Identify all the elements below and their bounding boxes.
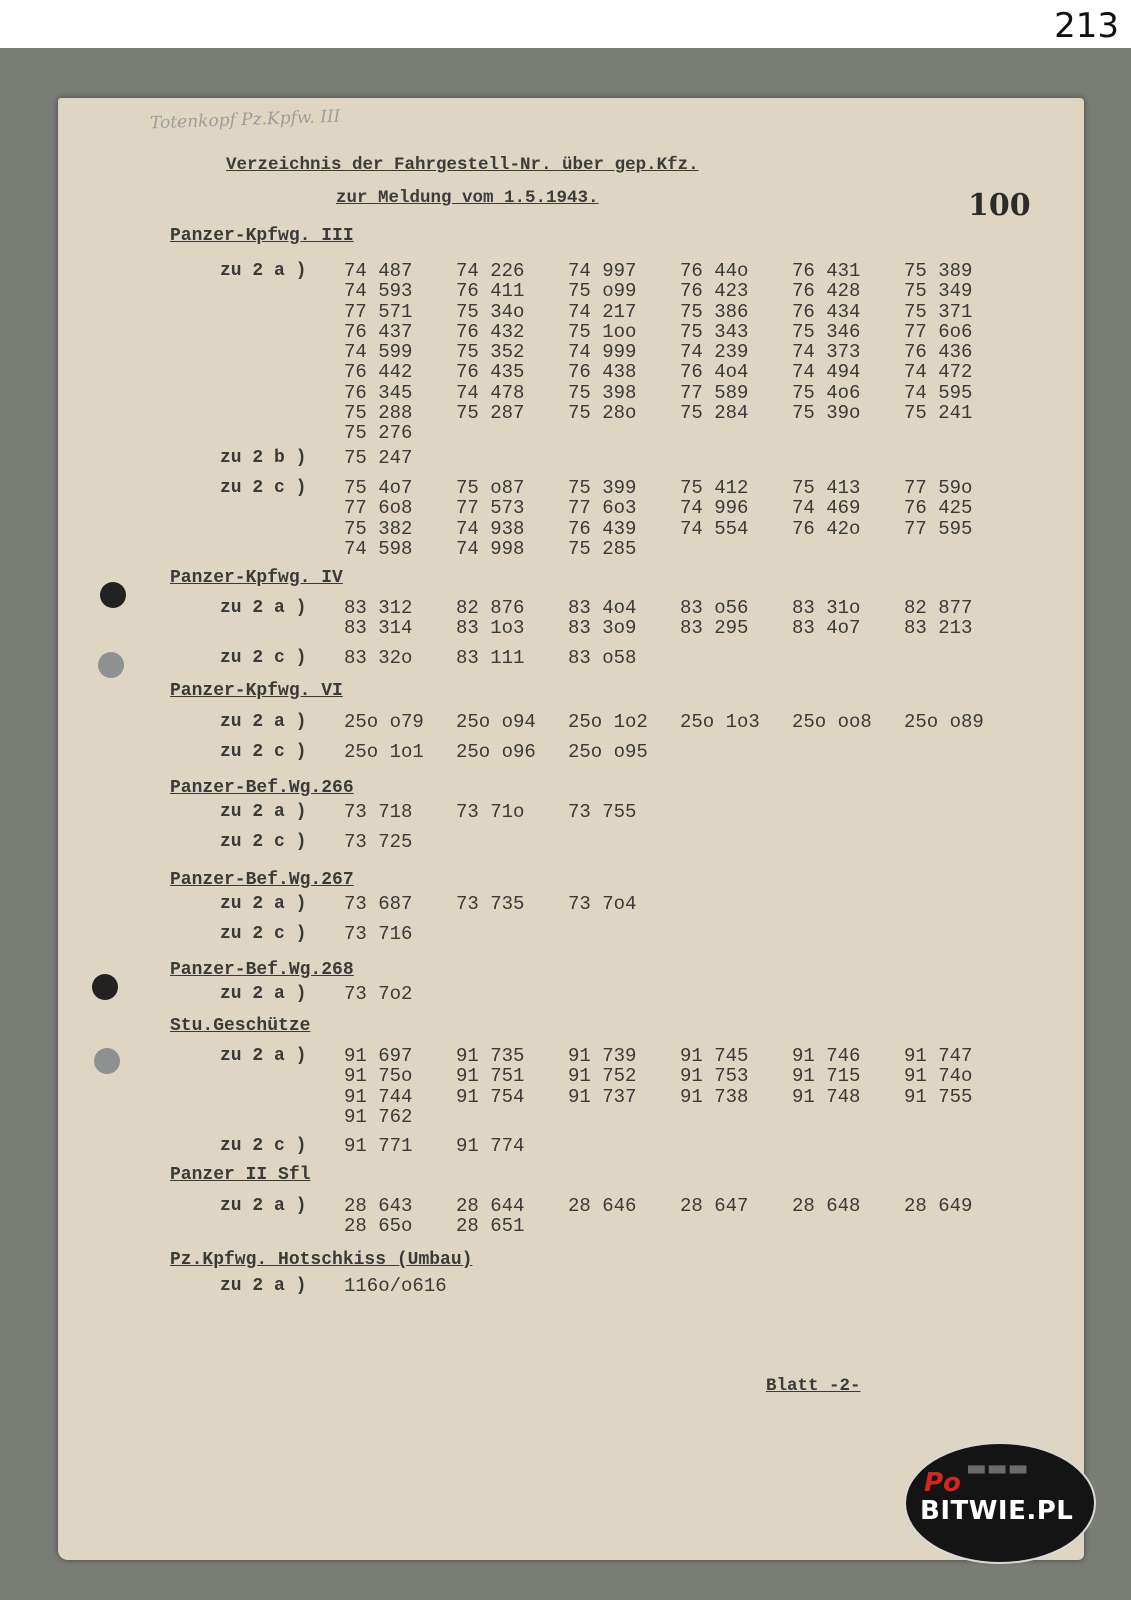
chassis-number: 77 573 [456, 497, 525, 520]
chassis-number: 76 434 [792, 300, 861, 323]
chassis-number: 77 6o8 [344, 497, 413, 520]
chassis-number: 82 877 [904, 597, 973, 619]
chassis-number: 73 725 [344, 831, 413, 853]
chassis-number: 74 494 [792, 361, 861, 384]
chassis-number: 76 411 [456, 280, 525, 303]
entry-label: zu 2 c ) [220, 924, 307, 944]
document-title: Verzeichnis der Fahrgestell-Nr. über gep.Kfz. [226, 155, 699, 175]
chassis-number: 25o o89 [904, 711, 984, 733]
chassis-number: 76 442 [344, 361, 413, 384]
chassis-number: 73 71o [456, 801, 525, 823]
chassis-number: 91 747 [904, 1045, 973, 1067]
chassis-number: 74 593 [344, 280, 413, 303]
folio-number: 100 [968, 188, 1031, 223]
chassis-number: 77 589 [680, 381, 749, 404]
chassis-number: 75 285 [568, 537, 637, 560]
sheet-footer: Blatt -2- [766, 1376, 861, 1396]
chassis-number: 75 247 [344, 447, 413, 469]
chassis-number: 91 762 [344, 1105, 413, 1128]
chassis-number: 25o o96 [456, 741, 536, 763]
entry-label: zu 2 b ) [220, 448, 307, 468]
entry-label: zu 2 c ) [220, 1136, 307, 1156]
section-heading: Panzer-Kpfwg. III [170, 226, 354, 246]
chassis-number: 74 997 [568, 260, 637, 282]
chassis-number: 28 65o [344, 1215, 413, 1238]
chassis-number: 83 o58 [568, 647, 637, 669]
chassis-number: 77 595 [904, 517, 973, 540]
chassis-number: 74 239 [680, 341, 749, 364]
chassis-number: 76 423 [680, 280, 749, 303]
chassis-number: 74 487 [344, 260, 413, 282]
chassis-number: 91 739 [568, 1045, 637, 1067]
chassis-number: 91 745 [680, 1045, 749, 1067]
chassis-number: 83 4o4 [568, 597, 637, 619]
chassis-number: 74 595 [904, 381, 973, 404]
number-grid [344, 832, 1016, 852]
chassis-number: 75 413 [792, 477, 861, 499]
chassis-number: 75 346 [792, 320, 861, 343]
section-heading: Panzer-Bef.Wg.268 [170, 960, 354, 980]
number-grid [344, 1136, 1016, 1156]
chassis-number: 77 571 [344, 300, 413, 323]
section-heading: Panzer-Kpfwg. IV [170, 568, 343, 588]
entry-label: zu 2 a ) [220, 261, 307, 281]
chassis-number: 74 598 [344, 537, 413, 560]
chassis-number: 76 438 [568, 361, 637, 384]
number-grid [344, 1046, 1016, 1127]
section-heading: Panzer-Bef.Wg.266 [170, 778, 354, 798]
chassis-number: 91 748 [792, 1085, 861, 1108]
chassis-number: 83 1o3 [456, 617, 525, 640]
chassis-number: 28 648 [792, 1195, 861, 1217]
chassis-number: 76 4o4 [680, 361, 749, 384]
chassis-number: 76 439 [568, 517, 637, 540]
chassis-number: 75 352 [456, 341, 525, 364]
document-subtitle: zur Meldung vom 1.5.1943. [336, 188, 599, 208]
chassis-number: 75 287 [456, 402, 525, 425]
entry-label: zu 2 a ) [220, 598, 307, 618]
entry-label: zu 2 c ) [220, 478, 307, 498]
punch-hole [100, 582, 126, 608]
chassis-number: 74 226 [456, 260, 525, 282]
number-grid [344, 1276, 1016, 1296]
chassis-number: 83 314 [344, 617, 413, 640]
chassis-number: 25o o94 [456, 711, 536, 733]
chassis-number: 75 382 [344, 517, 413, 540]
chassis-number: 74 554 [680, 517, 749, 540]
chassis-number: 91 75o [344, 1065, 413, 1088]
chassis-number: 75 389 [904, 260, 973, 282]
logo-text-po: Po [924, 1468, 961, 1498]
chassis-number: 91 735 [456, 1045, 525, 1067]
chassis-number: 74 472 [904, 361, 973, 384]
section-heading: Panzer-Bef.Wg.267 [170, 870, 354, 890]
chassis-number: 75 386 [680, 300, 749, 323]
chassis-number: 91 738 [680, 1085, 749, 1108]
chassis-number: 76 432 [456, 320, 525, 343]
number-grid [344, 648, 1016, 668]
chassis-number: 83 32o [344, 647, 413, 669]
number-grid [344, 448, 1016, 468]
top-bar [0, 0, 1131, 48]
chassis-number: 77 6o6 [904, 320, 973, 343]
chassis-number: 91 755 [904, 1085, 973, 1108]
entry-label: zu 2 a ) [220, 1196, 307, 1216]
chassis-number: 74 599 [344, 341, 413, 364]
chassis-number: 91 752 [568, 1065, 637, 1088]
number-grid [344, 261, 1016, 444]
entry-label: zu 2 a ) [220, 984, 307, 1004]
chassis-number: 91 751 [456, 1065, 525, 1088]
chassis-number: 74 373 [792, 341, 861, 364]
chassis-number: 75 34o [456, 300, 525, 323]
chassis-number: 73 7o2 [344, 983, 413, 1005]
section-heading: Panzer-Kpfwg. VI [170, 681, 343, 701]
number-grid [344, 478, 1016, 559]
chassis-number: 73 687 [344, 893, 413, 915]
chassis-number: 75 28o [568, 402, 637, 425]
chassis-number: 25o 1o2 [568, 711, 648, 733]
chassis-number: 83 111 [456, 647, 525, 669]
chassis-number: 76 428 [792, 280, 861, 303]
chassis-number: 73 7o4 [568, 893, 637, 915]
punch-hole [92, 974, 118, 1000]
chassis-number: 77 6o3 [568, 497, 637, 520]
chassis-number: 25o o95 [568, 741, 648, 763]
entry-label: zu 2 c ) [220, 742, 307, 762]
chassis-number: 75 o87 [456, 477, 525, 499]
chassis-number: 75 39o [792, 402, 861, 425]
number-grid [344, 1196, 1016, 1237]
chassis-number: 75 412 [680, 477, 749, 499]
number-grid [344, 802, 1016, 822]
chassis-number: 76 435 [456, 361, 525, 384]
document-page [58, 98, 1084, 1560]
chassis-number: 116o/o616 [344, 1275, 447, 1297]
section-heading: Pz.Kpfwg. Hotschkiss (Umbau) [170, 1250, 473, 1270]
number-grid [344, 984, 1016, 1004]
chassis-number: 25o 1o3 [680, 711, 760, 733]
chassis-number: 73 716 [344, 923, 413, 945]
chassis-number: 75 4o7 [344, 477, 413, 499]
chassis-number: 74 998 [456, 537, 525, 560]
chassis-number: 83 o56 [680, 597, 749, 619]
chassis-number: 91 753 [680, 1065, 749, 1088]
tank-icon: ▬▬▬ [966, 1456, 1029, 1481]
chassis-number: 74 469 [792, 497, 861, 520]
chassis-number: 75 371 [904, 300, 973, 323]
chassis-number: 91 746 [792, 1045, 861, 1067]
chassis-number: 75 398 [568, 381, 637, 404]
chassis-number: 83 4o7 [792, 617, 861, 640]
entry-label: zu 2 a ) [220, 1276, 307, 1296]
chassis-number: 91 715 [792, 1065, 861, 1088]
section-heading: Panzer II Sfl [170, 1165, 311, 1185]
chassis-number: 83 3o9 [568, 617, 637, 640]
chassis-number: 74 478 [456, 381, 525, 404]
chassis-number: 25o oo8 [792, 711, 872, 733]
chassis-number: 28 646 [568, 1195, 637, 1217]
logo-text-bitwie: BITWIE.PL [920, 1496, 1074, 1526]
entry-label: zu 2 c ) [220, 832, 307, 852]
chassis-number: 28 647 [680, 1195, 749, 1217]
number-grid [344, 894, 1016, 914]
entry-label: zu 2 a ) [220, 712, 307, 732]
chassis-number: 75 284 [680, 402, 749, 425]
chassis-number: 75 288 [344, 402, 413, 425]
chassis-number: 75 343 [680, 320, 749, 343]
chassis-number: 82 876 [456, 597, 525, 619]
chassis-number: 91 771 [344, 1135, 413, 1157]
chassis-number: 76 44o [680, 260, 749, 282]
chassis-number: 77 59o [904, 477, 973, 499]
number-grid [344, 924, 1016, 944]
chassis-number: 83 295 [680, 617, 749, 640]
chassis-number: 83 213 [904, 617, 973, 640]
chassis-number: 91 754 [456, 1085, 525, 1108]
chassis-number: 91 74o [904, 1065, 973, 1088]
chassis-number: 74 996 [680, 497, 749, 520]
chassis-number: 73 755 [568, 801, 637, 823]
chassis-number: 28 643 [344, 1195, 413, 1217]
chassis-number: 73 735 [456, 893, 525, 915]
handwritten-note: Totenkopf Pz.Kpfw. III [149, 106, 341, 134]
chassis-number: 28 649 [904, 1195, 973, 1217]
chassis-number: 76 345 [344, 381, 413, 404]
chassis-number: 75 1oo [568, 320, 637, 343]
chassis-number: 76 425 [904, 497, 973, 520]
chassis-number: 76 42o [792, 517, 861, 540]
number-grid [344, 598, 1016, 639]
chassis-number: 75 4o6 [792, 381, 861, 404]
chassis-number: 25o o79 [344, 711, 424, 733]
chassis-number: 91 774 [456, 1135, 525, 1157]
chassis-number: 28 644 [456, 1195, 525, 1217]
chassis-number: 74 999 [568, 341, 637, 364]
chassis-number: 75 276 [344, 422, 413, 445]
chassis-number: 83 312 [344, 597, 413, 619]
chassis-number: 75 241 [904, 402, 973, 425]
chassis-number: 74 217 [568, 300, 637, 323]
punch-hole [94, 1048, 120, 1074]
entry-label: zu 2 c ) [220, 648, 307, 668]
watermark-logo [904, 1442, 1096, 1566]
entry-label: zu 2 a ) [220, 1046, 307, 1066]
chassis-number: 73 718 [344, 801, 413, 823]
chassis-number: 76 436 [904, 341, 973, 364]
number-grid [344, 712, 1016, 732]
punch-hole [98, 652, 124, 678]
chassis-number: 76 437 [344, 320, 413, 343]
chassis-number: 75 349 [904, 280, 973, 303]
chassis-number: 75 399 [568, 477, 637, 499]
number-grid [344, 742, 1016, 762]
page-number: 213 [1054, 6, 1119, 46]
chassis-number: 75 o99 [568, 280, 637, 303]
chassis-number: 74 938 [456, 517, 525, 540]
section-heading: Stu.Geschütze [170, 1016, 311, 1036]
chassis-number: 25o 1o1 [344, 741, 424, 763]
entry-label: zu 2 a ) [220, 894, 307, 914]
entry-label: zu 2 a ) [220, 802, 307, 822]
chassis-number: 91 744 [344, 1085, 413, 1108]
chassis-number: 91 737 [568, 1085, 637, 1108]
chassis-number: 76 431 [792, 260, 861, 282]
chassis-number: 83 31o [792, 597, 861, 619]
chassis-number: 91 697 [344, 1045, 413, 1067]
chassis-number: 28 651 [456, 1215, 525, 1238]
